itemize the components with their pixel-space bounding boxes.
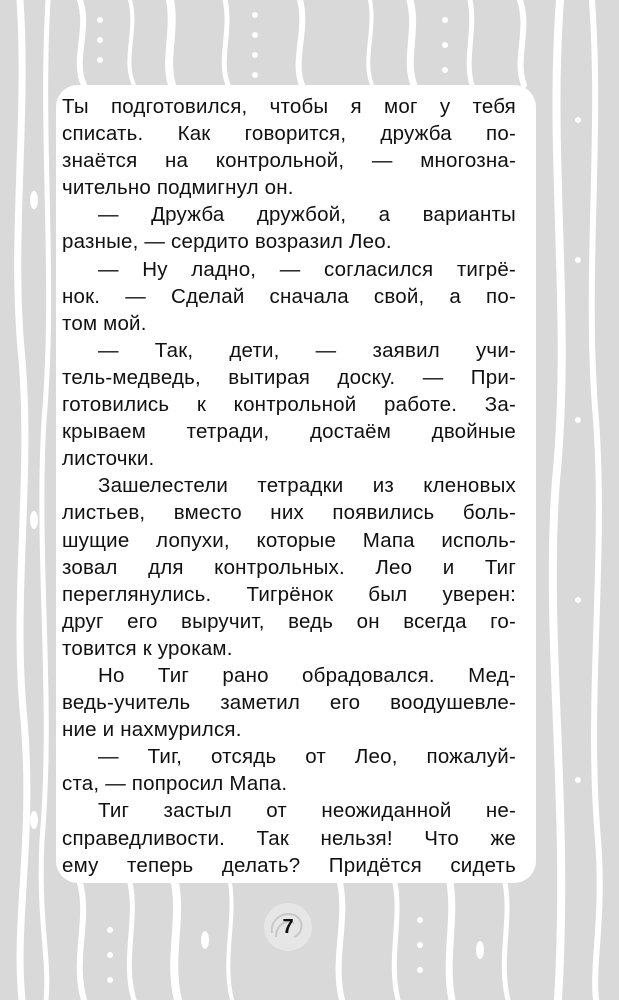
text-line: ние и нахмурился. — [62, 718, 242, 742]
text-line: чительно подмигнул он. — [62, 176, 294, 200]
text-line: ему теперь делать? Придётся сидеть — [62, 853, 516, 877]
text-line: друг его выручит, ведь он всегда го- — [62, 609, 516, 633]
text-line: — Тиг, отсядь от Лео, пожалуй- — [98, 745, 516, 769]
text-line: переглянулись. Тигрёнок был уверен: — [62, 582, 516, 606]
text-line: ста, — попросил Мапа. — [62, 772, 288, 796]
text-line: листьев, вместо них появились боль- — [62, 501, 516, 525]
text-line: Ты подготовился, чтобы я мог у тебя — [62, 95, 516, 118]
text-line: списать. Как говорится, дружба по- — [62, 122, 516, 146]
story-text — [62, 93, 516, 879]
text-line: тель-медведь, вытирая доску. — При- — [62, 365, 516, 389]
text-line: крываем тетради, достаём двойные — [62, 420, 516, 444]
text-line: зовал для контрольных. Лео и Тиг — [62, 555, 516, 579]
text-line: готовились к контрольной работе. За- — [62, 393, 516, 417]
text-line: шущие лопухи, которые Мапа исполь- — [62, 528, 516, 552]
page-number: 7 — [282, 916, 294, 938]
text-line: разные, — сердито возразил Лео. — [62, 230, 392, 254]
text-line: — Дружба дружбой, а варианты — [98, 203, 516, 227]
text-line: листочки. — [62, 447, 155, 471]
text-line: том мой. — [62, 311, 147, 335]
text-line: справедливости. Так нельзя! Что же — [62, 826, 516, 850]
text-line: нок. — Сделай сначала свой, а по- — [62, 284, 516, 308]
text-line: товится к урокам. — [62, 636, 233, 660]
text-line: Зашелестели тетрадки из кленовых — [98, 474, 516, 498]
text-line: — Так, дети, — заявил учи- — [98, 338, 516, 362]
text-line: — Ну ладно, — согласился тигрё- — [98, 257, 516, 281]
text-line: знаётся на контрольной, — многозна- — [62, 149, 516, 173]
text-line: Но Тиг рано обрадовался. Мед- — [98, 663, 516, 687]
text-line: ведь-учитель заметил его воодушевле- — [62, 691, 516, 715]
page-number-badge — [264, 903, 312, 951]
text-line: Тиг застыл от неожиданной не- — [98, 799, 516, 823]
